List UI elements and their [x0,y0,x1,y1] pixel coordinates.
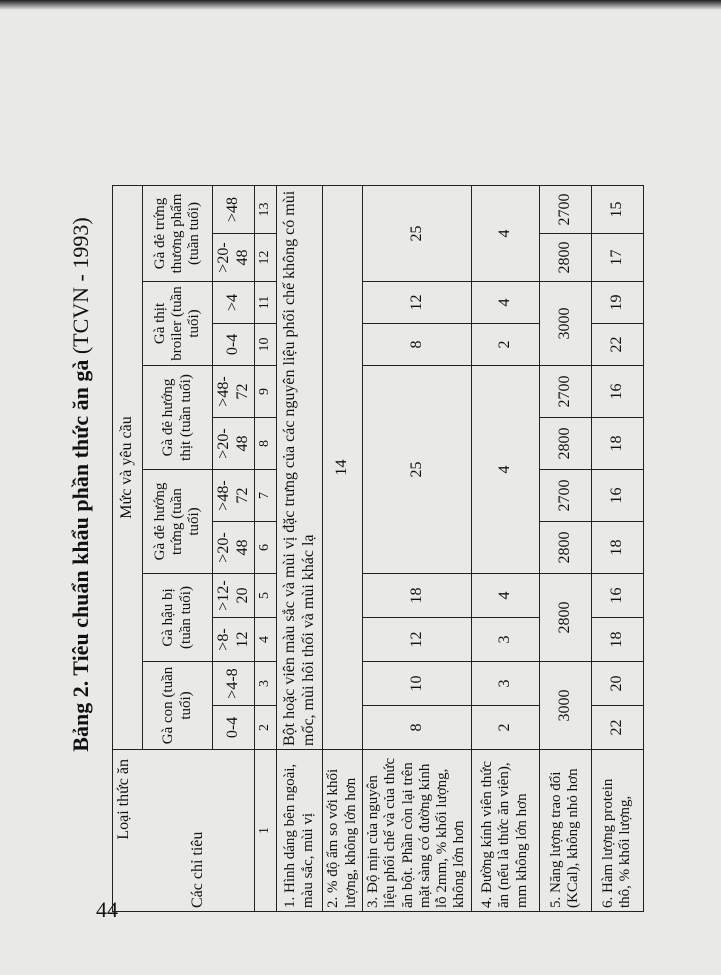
header-group-egg-layer: Gà đẻ hướng trứng (tuần tuổi) [143,470,213,574]
value-cell: 2800 [539,522,591,574]
header-criteria: Các chỉ tiêu [189,831,207,908]
value-cell: 2700 [539,470,591,522]
col-number: 7 [255,470,277,522]
value-cell: 4 [471,186,539,282]
col-number: 4 [255,618,277,662]
value-cell: 4 [471,282,539,324]
age-cell: >4 [213,282,255,324]
header-group-meat-layer: Gà đẻ hướng thịt (tuần tuổi) [143,366,213,470]
value-cell: 17 [591,234,643,282]
value-cell: 18 [591,618,643,662]
header-group-broiler: Gà thịt broiler (tuần tuổi) [143,282,213,366]
col-number: 10 [255,324,277,366]
col-number: 9 [255,366,277,418]
col-number: 2 [255,706,277,750]
header-group-pullet: Gà hậu bị (tuần tuổi) [143,574,213,662]
value-cell: 18 [591,522,643,574]
criterion-6: 6. Hàm lượng protein thô, % khối lượng, [591,750,643,912]
table-row [277,186,323,912]
header-group-commercial-layer: Gà đẻ trứng thương phẩm (tuần tuổi) [143,186,213,282]
criterion-1: 1. Hình dáng bên ngoài, màu sắc, mùi vị [277,750,323,912]
value-cell: 8 [363,324,472,366]
value-cell: 2700 [539,186,591,234]
title-text: Bảng 2. Tiêu chuẩn khẩu phần thức ăn gà [68,359,93,752]
age-cell: 0-4 [213,706,255,750]
table-row [323,186,363,912]
appearance-requirement: Bột hoặc viên màu sắc và mùi vị đặc trưng của các nguyên liệu phối chế không có mùi mốc, mùi hôi thối và mùi khác lạ [277,186,323,750]
col-number: 3 [255,662,277,706]
value-cell: 8 [363,706,472,750]
value-cell: 3000 [539,662,591,750]
page-number: 44 [96,897,118,922]
value-cell: 2 [471,324,539,366]
value-cell: 12 [363,282,472,324]
value-cell: 3 [471,662,539,706]
value-cell: 12 [363,618,472,662]
value-cell: 25 [363,186,472,282]
age-cell: >12-20 [213,574,255,618]
value-cell: 2800 [539,418,591,470]
age-cell: >20-48 [213,234,255,282]
table-row [363,186,472,912]
age-cell: >48-72 [213,470,255,522]
criterion-5: 5. Năng lượng trao đổi (KCal), không nhỏ hơn [539,750,591,912]
title-standard: (TCVN - 1993) [68,217,93,355]
col-number: 1 [255,750,277,912]
header-group-chick: Gà con (tuần tuổi) [143,662,213,750]
age-cell: >20-48 [213,522,255,574]
value-cell: 3000 [539,282,591,366]
table-row [539,186,591,912]
age-cell: >48 [213,186,255,234]
age-cell: >20-48 [213,418,255,470]
value-cell: 2700 [539,366,591,418]
value-cell: 2 [471,706,539,750]
table-title [68,57,94,912]
value-cell: 22 [591,706,643,750]
feed-standard-table [112,185,644,912]
age-cell: >4-8 [213,662,255,706]
table-row [591,186,643,912]
value-cell: 25 [363,366,472,574]
header-loai: Loại thức ăn [115,759,132,840]
value-cell: 18 [591,418,643,470]
header-corner [113,750,255,912]
value-cell: 16 [591,574,643,618]
value-cell: 2800 [539,234,591,282]
col-number: 12 [255,234,277,282]
criterion-2: 2. % độ ẩm so với khối lượng, không lớn hơn [323,750,363,912]
value-cell: 4 [471,574,539,618]
value-cell: 3 [471,618,539,662]
value-cell: 22 [591,324,643,366]
age-cell: 0-4 [213,324,255,366]
value-cell: 10 [363,662,472,706]
value-cell: 18 [363,574,472,618]
scan-edge [0,0,721,10]
value-cell: 19 [591,282,643,324]
value-cell: 2800 [539,574,591,662]
value-cell: 15 [591,186,643,234]
criterion-3: 3. Độ mịn của nguyên liệu phối chế và của thức ăn bột. Phần còn lại trên mặt sàng có đường kính lỗ 2mm, % khối lượng, không lớn hơn [363,750,472,912]
moisture-value: 14 [323,186,363,750]
rotated-page-content [50,57,650,912]
col-number: 8 [255,418,277,470]
value-cell: 16 [591,470,643,522]
header-muc: Mức và yêu cầu [113,186,143,750]
col-number: 5 [255,574,277,618]
table-row [471,186,539,912]
criterion-4: 4. Đường kính viên thức ăn (nếu là thức ăn viên), mm không lớn hơn [471,750,539,912]
value-cell: 20 [591,662,643,706]
age-cell: >8-12 [213,618,255,662]
col-number: 11 [255,282,277,324]
value-cell: 16 [591,366,643,418]
value-cell: 4 [471,366,539,574]
col-number: 13 [255,186,277,234]
age-cell: >48-72 [213,366,255,418]
col-number: 6 [255,522,277,574]
